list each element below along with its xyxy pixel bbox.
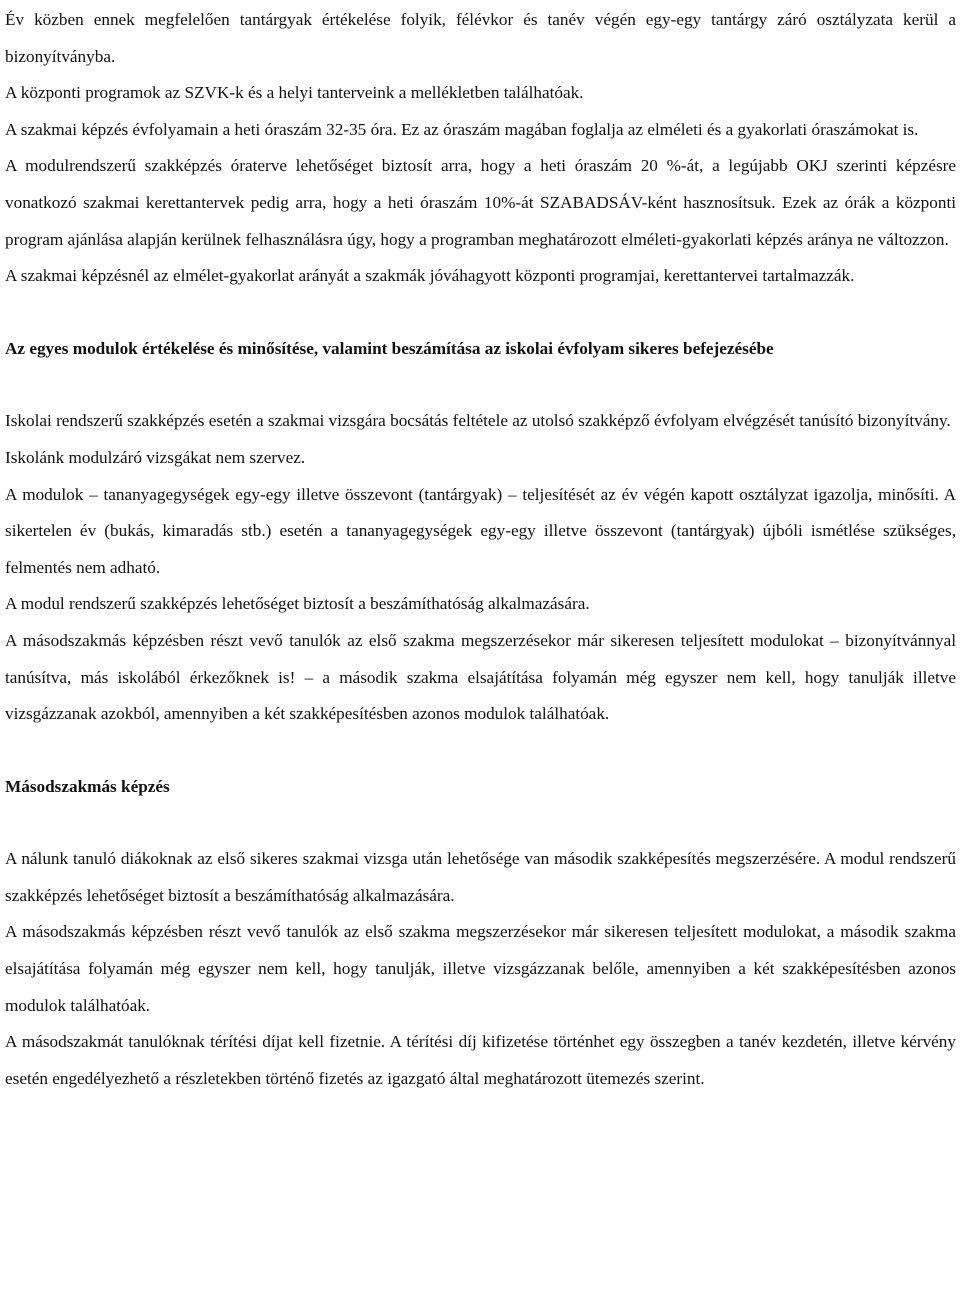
section-heading-second-profession: Másodszakmás képzés xyxy=(5,776,170,796)
paragraph-tuition-fee: A másodszakmát tanulóknak térítési díjat kell fizetnie. A térítési díj kifizetése történhet egy összegben a tanév kezdetén, illetve kérvény esetén engedélyezhető a részletekben történő fizetés az igazgató által meghatározott ütemezés szerint. xyxy=(5,1032,956,1088)
paragraph-modular-curriculum: A modulrendszerű szakképzés óraterve lehetőséget biztosít arra, hogy a heti óraszám 20 %-át, a legújabb OKJ szerinti képzésre vonatkozó szakmai kerettantervek pedig arra, hogy a heti óraszám 10%-át SZABADSÁV-ként hasznosítsuk. Ezek az órák a központi program ajánlása alapján kerülnek felhasználásra úgy, hogy a programban meghatározott elméleti-gyakorlati képzés aránya ne változzon. xyxy=(5,156,956,249)
section-heading-module-evaluation: Az egyes modulok értékelése és minősítése, valamint beszámítása az iskolai évfolyam sikeres befejezésébe xyxy=(5,338,774,358)
paragraph-theory-practice-ratio: A szakmai képzésnél az elmélet-gyakorlat arányát a szakmák jóváhagyott központi programjai, kerettantervei tartalmazzák. xyxy=(5,266,855,286)
paragraph-module-grading: A modulok – tananyagegységek egy-egy illetve összevont (tantárgyak) – teljesítését az év végén kapott osztályzat igazolja, minősíti. A sikertelen év (bukás, kimaradás stb.) esetén a tananyagegységek egy-egy illetve összevont (tantárgyak) újbóli ismétlése szükséges, felmentés nem adható. xyxy=(5,484,956,577)
paragraph-year-evaluation: Év közben ennek megfelelően tantárgyak értékelése folyik, félévkor és tanév végén egy-egy tantárgy záró osztályzata kerül a bizonyítványba. xyxy=(5,10,956,66)
paragraph-completed-modules: A másodszakmás képzésben részt vevő tanulók az első szakma megszerzésekor már sikeresen teljesített modulokat, a második szakma elsajátítása folyamán még egyszer nem kell, hogy tanulják, illetve vizsgázzanak belőle, amennyiben a két szakképesítésben azonos modulok találhatóak. xyxy=(5,922,956,1015)
paragraph-central-programs: A központi programok az SZVK-k és a helyi tanterveink a mellékletben találhatóak. xyxy=(5,83,584,103)
paragraph-weekly-hours: A szakmai képzés évfolyamain a heti óraszám 32-35 óra. Ez az óraszám magában foglalja az elméleti és a gyakorlati óraszámokat is. xyxy=(5,119,919,139)
paragraph-second-qualification: A nálunk tanuló diákoknak az első sikeres szakmai vizsga után lehetősége van második szakképesítés megszerzésére. A modul rendszerű szakképzés lehetőséget biztosít a beszámíthatóság alkalmazására. xyxy=(5,849,956,905)
spacer xyxy=(5,295,956,331)
spacer xyxy=(5,805,956,841)
spacer xyxy=(5,733,956,769)
spacer xyxy=(5,367,956,403)
paragraph-exam-admission: Iskolai rendszerű szakképzés esetén a szakmai vizsgára bocsátás feltétele az utolsó szakképző évfolyam elvégzését tanúsító bizonyítvány. xyxy=(5,411,951,431)
paragraph-creditability: A modul rendszerű szakképzés lehetőséget biztosít a beszámíthatóság alkalmazására. xyxy=(5,594,590,614)
paragraph-no-module-exams: Iskolánk modulzáró vizsgákat nem szervez. xyxy=(5,447,306,467)
paragraph-second-profession-modules: A másodszakmás képzésben részt vevő tanulók az első szakma megszerzésekor már sikeresen teljesített modulokat – bizonyítvánnyal tanúsítva, más iskolából érkezőknek is! – a második szakma elsajátítása folyamán még egyszer nem kell, hogy tanulják illetve vizsgázzanak azokból, amennyiben a két szakképesítésben azonos modulok találhatóak. xyxy=(5,630,956,724)
